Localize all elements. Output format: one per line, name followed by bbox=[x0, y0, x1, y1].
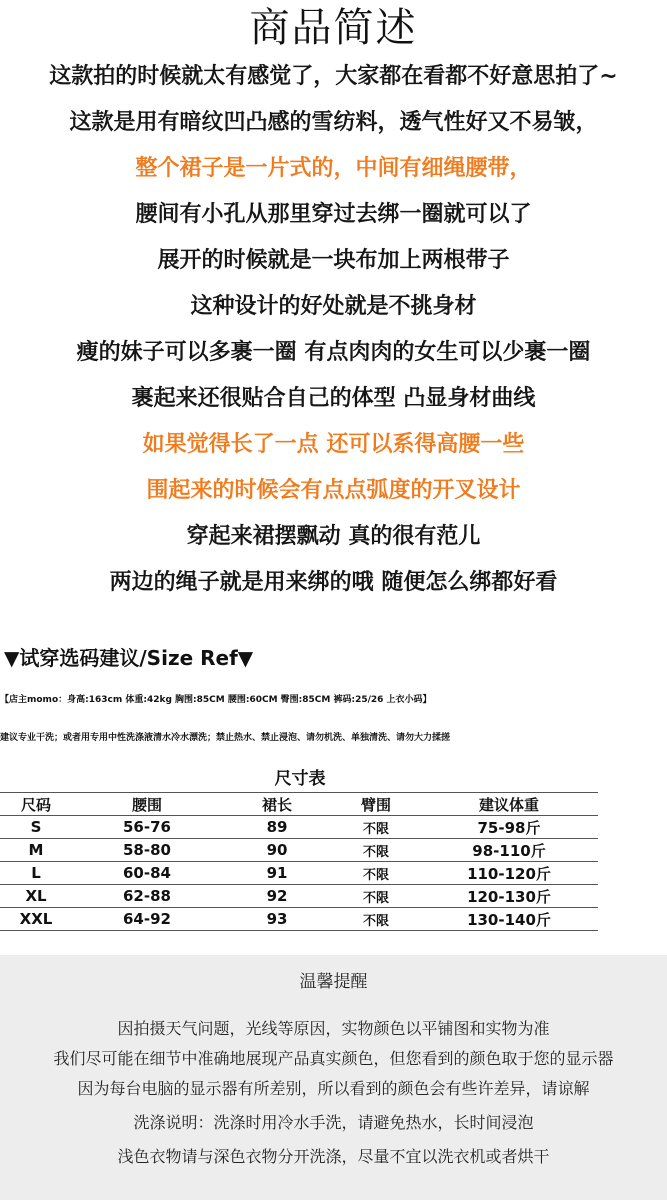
cell-length: 90 bbox=[222, 839, 332, 862]
cell-size: L bbox=[0, 862, 72, 885]
notice-box bbox=[0, 955, 667, 1200]
cell-weight: 75-98斤 bbox=[420, 816, 598, 839]
cell-waist: 60-84 bbox=[72, 862, 222, 885]
description-line: 瘦的妹子可以多裹一圈 有点肉肉的女生可以少裹一圈 bbox=[76, 340, 591, 365]
cell-waist: 64-92 bbox=[72, 908, 222, 931]
description-line: 腰间有小孔从那里穿过去绑一圈就可以了 bbox=[135, 202, 532, 227]
size-table-row bbox=[0, 908, 598, 931]
cell-waist: 62-88 bbox=[72, 885, 222, 908]
wash-info: 建议专业干洗；或者用专用中性洗涤液清水冷水漂洗；禁止热水、禁止浸泡、请勿机洗、单独清洗、请勿大力揉搓 bbox=[0, 733, 451, 743]
header-arm: 臂围 bbox=[332, 793, 420, 816]
cell-weight: 130-140斤 bbox=[420, 908, 598, 931]
header-size: 尺码 bbox=[0, 793, 72, 816]
cell-size: M bbox=[0, 839, 72, 862]
header-length: 裙长 bbox=[222, 793, 332, 816]
notice-line: 我们尽可能在细节中准确地展现产品真实颜色，但您看到的颜色取于您的显示器 bbox=[53, 1049, 614, 1068]
cell-length: 89 bbox=[222, 816, 332, 839]
cell-weight: 98-110斤 bbox=[420, 839, 598, 862]
cell-size: XXL bbox=[0, 908, 72, 931]
cell-weight: 110-120斤 bbox=[420, 862, 598, 885]
cell-arm: 不限 bbox=[332, 862, 420, 885]
notice-line: 因拍摄天气问题，光线等原因，实物颜色以平铺图和实物为准 bbox=[117, 1019, 550, 1038]
description-line: 穿起来裙摆飘动 真的很有范儿 bbox=[186, 524, 481, 549]
description-line: 整个裙子是一片式的，中间有细绳腰带， bbox=[135, 156, 532, 181]
size-table-title: 尺寸表 bbox=[274, 769, 326, 789]
cell-arm: 不限 bbox=[332, 839, 420, 862]
cell-arm: 不限 bbox=[332, 816, 420, 839]
size-table-row bbox=[0, 816, 598, 839]
description-line: 两边的绳子就是用来绑的哦 随便怎么绑都好看 bbox=[109, 570, 558, 595]
size-table-row bbox=[0, 862, 598, 885]
notice-title: 温馨提醒 bbox=[299, 972, 368, 992]
size-table bbox=[0, 792, 598, 931]
cell-length: 92 bbox=[222, 885, 332, 908]
description-line: 裹起来还很贴合自己的体型 凸显身材曲线 bbox=[131, 386, 536, 411]
description-line: 围起来的时候会有点点弧度的开叉设计 bbox=[146, 478, 521, 503]
size-ref-heading: ▼试穿选码建议/Size Ref▼ bbox=[4, 646, 254, 670]
description-line: 这款拍的时候就太有感觉了，大家都在看都不好意思拍了~ bbox=[49, 64, 618, 89]
size-table-row bbox=[0, 839, 598, 862]
size-table-header-row bbox=[0, 793, 598, 816]
cell-length: 93 bbox=[222, 908, 332, 931]
description-line: 这种设计的好处就是不挑身材 bbox=[190, 294, 477, 319]
model-info: 【店主momo：身高:163cm 体重:42kg 胸围:85CM 腰围:60CM 臀围:85CM 裤码:25/26 上衣小码】 bbox=[0, 695, 432, 705]
description-line: 这款是用有暗纹凹凸感的雪纺料，透气性好又不易皱， bbox=[69, 110, 598, 135]
notice-line: 洗涤说明：洗涤时用冷水手洗，请避免热水，长时间浸泡 bbox=[133, 1113, 534, 1132]
cell-weight: 120-130斤 bbox=[420, 885, 598, 908]
description-line: 如果觉得长了一点 还可以系得高腰一些 bbox=[142, 432, 525, 457]
cell-length: 91 bbox=[222, 862, 332, 885]
cell-waist: 58-80 bbox=[72, 839, 222, 862]
header-waist: 腰围 bbox=[72, 793, 222, 816]
cell-size: S bbox=[0, 816, 72, 839]
cell-arm: 不限 bbox=[332, 908, 420, 931]
header-weight: 建议体重 bbox=[420, 793, 598, 816]
description-line: 展开的时候就是一块布加上两根带子 bbox=[157, 248, 510, 273]
cell-waist: 56-76 bbox=[72, 816, 222, 839]
notice-line: 因为每台电脑的显示器有所差别，所以看到的颜色会有些许差异，请谅解 bbox=[77, 1079, 590, 1098]
cell-size: XL bbox=[0, 885, 72, 908]
notice-line: 浅色衣物请与深色衣物分开洗涤，尽量不宜以洗衣机或者烘干 bbox=[117, 1147, 550, 1166]
size-table-row bbox=[0, 885, 598, 908]
page-title: 商品简述 bbox=[249, 5, 418, 51]
cell-arm: 不限 bbox=[332, 885, 420, 908]
